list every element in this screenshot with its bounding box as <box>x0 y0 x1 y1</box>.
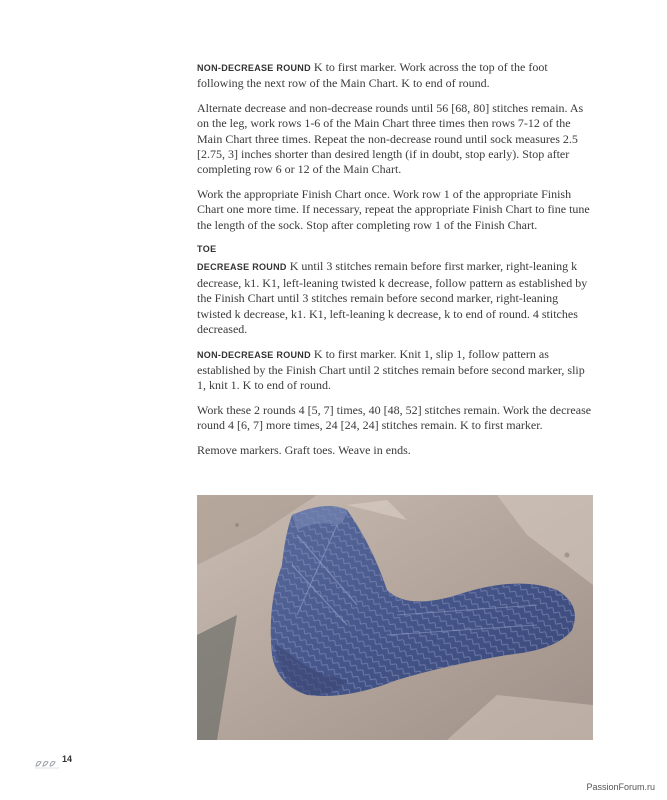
watermark: PassionForum.ru <box>586 782 655 792</box>
paragraph-body: K to first marker. Work across the top of the foot following the next row of the Main Chart. K to end of round. <box>197 60 548 91</box>
paragraph-body: Work these 2 rounds 4 [5, 7] times, 40 [48, 52] stitches remain. Work the decrease round 4 [6, 7] more times, 24 [24, 24] stitches remain. K to first marker. <box>197 402 592 433</box>
sock-photo <box>197 495 593 740</box>
paragraph-alternate-rounds <box>197 101 593 178</box>
page-footer <box>34 756 72 770</box>
paragraph-body: K until 3 stitches remain before first marker, right-leaning k decrease, k1. K1, left-leaning twisted k decrease, follow pattern as established by the Finish Chart until 3 stitches remain before second marker, right-leaning twisted k decrease, k1. K1, left-leaning k decrease, k to end of round. 4 stitches decreased. <box>197 259 588 337</box>
publisher-logo-icon <box>34 756 60 770</box>
paragraph-body: Remove markers. Graft toes. Weave in ends. <box>197 442 411 457</box>
paragraph-non-decrease-round-foot <box>197 60 593 92</box>
section-heading-toe: TOE <box>197 244 217 255</box>
paragraph-non-decrease-round-toe <box>197 347 593 394</box>
paragraph-lead: DECREASE ROUND <box>197 262 287 273</box>
paragraph-lead: NON-DECREASE ROUND <box>197 349 311 360</box>
page-number: 14 <box>62 754 73 764</box>
paragraph-lead: NON-DECREASE ROUND <box>197 63 311 73</box>
paragraph-finish-chart <box>197 187 593 233</box>
paragraph-finish <box>197 443 593 458</box>
paragraph-body: Work the appropriate Finish Chart once. Work row 1 of the appropriate Finish Chart one more time. If necessary, repeat the appropriate Finish Chart to fine tune the length of the sock. Stop after completing row 1 of the Finish Chart. <box>197 186 590 232</box>
paragraph-work-rounds <box>197 403 593 434</box>
text-column <box>197 60 593 467</box>
paragraph-body: K to first marker. Knit 1, slip 1, follow pattern as established by the Finish Chart until 2 stitches remain before second marker, slip 1, knit 1. K to end of round. <box>197 346 585 393</box>
paragraph-decrease-round <box>197 259 593 337</box>
paragraph-body: Alternate decrease and non-decrease rounds until 56 [68, 80] stitches remain. As on the leg, work rows 1-6 of the Main Chart three times then rows 7-12 of the Main Chart three times. Repeat the non-decrease round until sock measures 2.5 [2.75, 3] inches shorter than desired length (if in doubt, stop early). Stop after completing row 6 or 12 of the Main Chart. <box>197 100 584 177</box>
